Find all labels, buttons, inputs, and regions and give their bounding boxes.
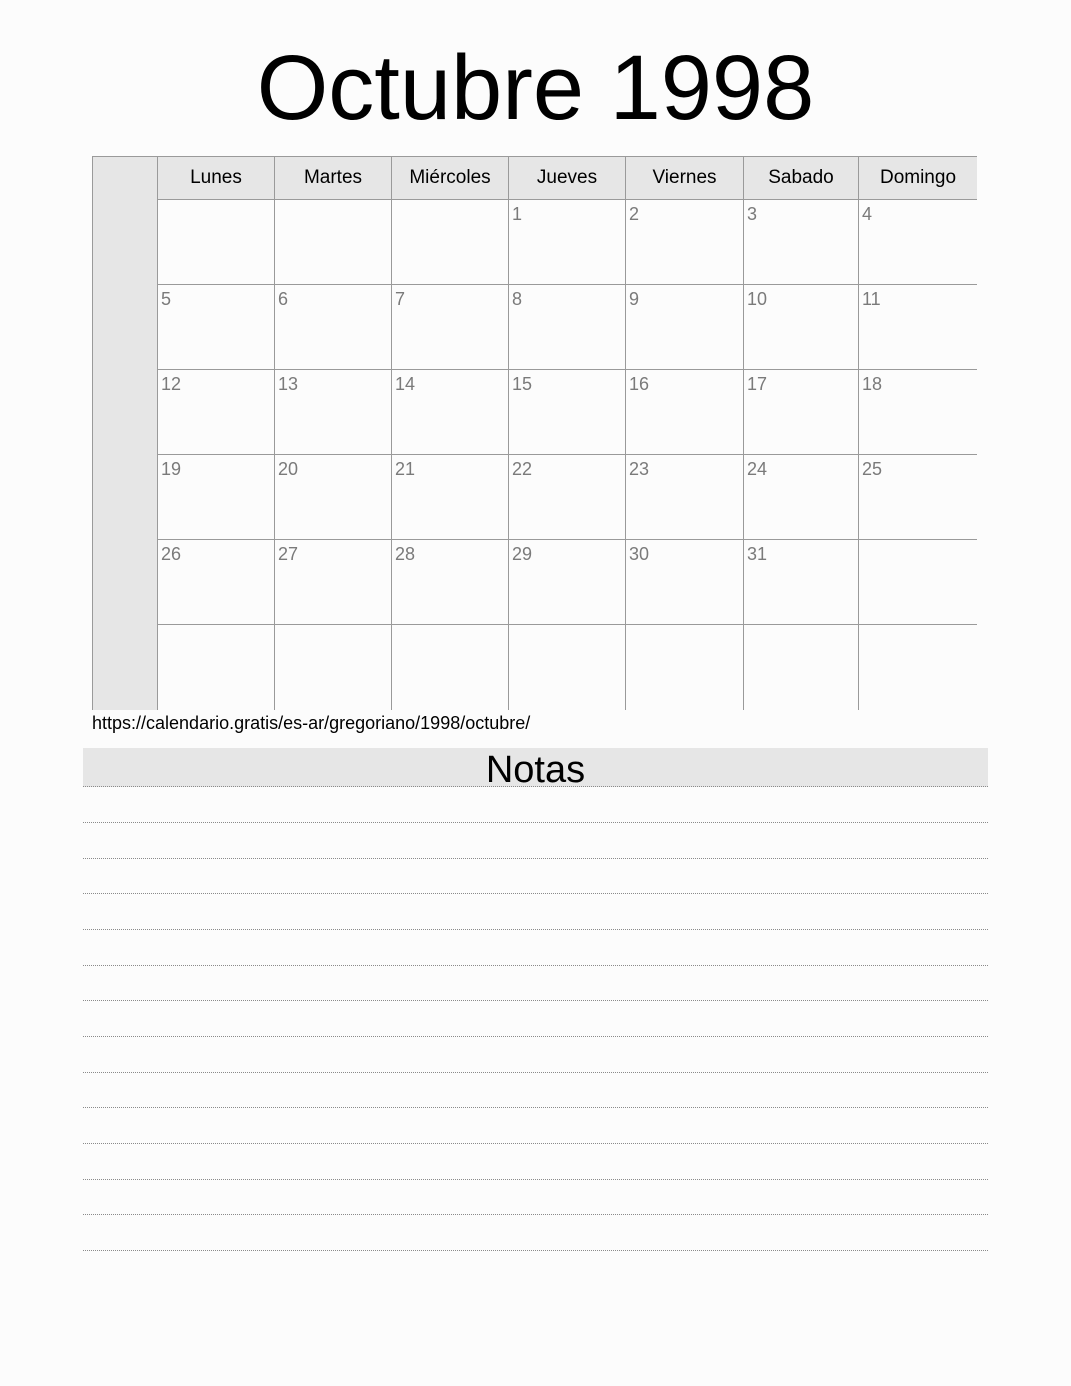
weekday-header-monday: Lunes (158, 157, 275, 200)
note-line (83, 1072, 988, 1073)
week-number-column (93, 157, 158, 710)
day-cell (859, 625, 977, 710)
day-cell: 6 (275, 285, 392, 370)
day-cell: 3 (744, 200, 859, 285)
note-line (83, 822, 988, 823)
day-cell (859, 540, 977, 625)
day-cell: 15 (509, 370, 626, 455)
day-cell: 31 (744, 540, 859, 625)
day-cell (626, 625, 744, 710)
note-line (83, 893, 988, 894)
day-cell: 14 (392, 370, 509, 455)
day-cell: 20 (275, 455, 392, 540)
day-cell: 22 (509, 455, 626, 540)
day-cell: 7 (392, 285, 509, 370)
day-cell: 12 (158, 370, 275, 455)
day-cell: 16 (626, 370, 744, 455)
weekday-header-saturday: Sabado (744, 157, 859, 200)
day-cell: 29 (509, 540, 626, 625)
note-line (83, 1036, 988, 1037)
day-cell (275, 200, 392, 285)
day-cell (392, 625, 509, 710)
note-line (83, 1214, 988, 1215)
note-line (83, 929, 988, 930)
day-cell (158, 625, 275, 710)
day-cell: 13 (275, 370, 392, 455)
notes-heading: Notas (83, 748, 988, 787)
day-cell: 11 (859, 285, 977, 370)
day-cell: 2 (626, 200, 744, 285)
note-line (83, 1250, 988, 1251)
day-cell: 19 (158, 455, 275, 540)
calendar-title: Octubre 1998 (256, 37, 815, 139)
weekday-header-sunday: Domingo (859, 157, 977, 200)
day-cell: 26 (158, 540, 275, 625)
note-line (83, 858, 988, 859)
note-line (83, 1107, 988, 1108)
day-cell: 17 (744, 370, 859, 455)
weekday-header-tuesday: Martes (275, 157, 392, 200)
note-line (83, 1179, 988, 1180)
weekday-header-wednesday: Miércoles (392, 157, 509, 200)
day-cell: 27 (275, 540, 392, 625)
day-cell (744, 625, 859, 710)
weekday-header-thursday: Jueves (509, 157, 626, 200)
day-cell: 10 (744, 285, 859, 370)
source-url: https://calendario.gratis/es-ar/gregoriano/1998/octubre/ (92, 713, 531, 733)
weekday-header-friday: Viernes (626, 157, 744, 200)
day-cell: 25 (859, 455, 977, 540)
day-cell: 23 (626, 455, 744, 540)
day-cell (509, 625, 626, 710)
day-cell: 8 (509, 285, 626, 370)
day-cell: 21 (392, 455, 509, 540)
day-cell: 24 (744, 455, 859, 540)
day-cell: 5 (158, 285, 275, 370)
day-cell: 28 (392, 540, 509, 625)
day-cell: 18 (859, 370, 977, 455)
day-cell: 9 (626, 285, 744, 370)
day-cell (392, 200, 509, 285)
day-cell: 4 (859, 200, 977, 285)
day-cell (275, 625, 392, 710)
day-cell (158, 200, 275, 285)
note-line (83, 1143, 988, 1144)
note-line (83, 1000, 988, 1001)
day-cell: 30 (626, 540, 744, 625)
note-line (83, 965, 988, 966)
calendar-grid (92, 156, 977, 710)
day-cell: 1 (509, 200, 626, 285)
